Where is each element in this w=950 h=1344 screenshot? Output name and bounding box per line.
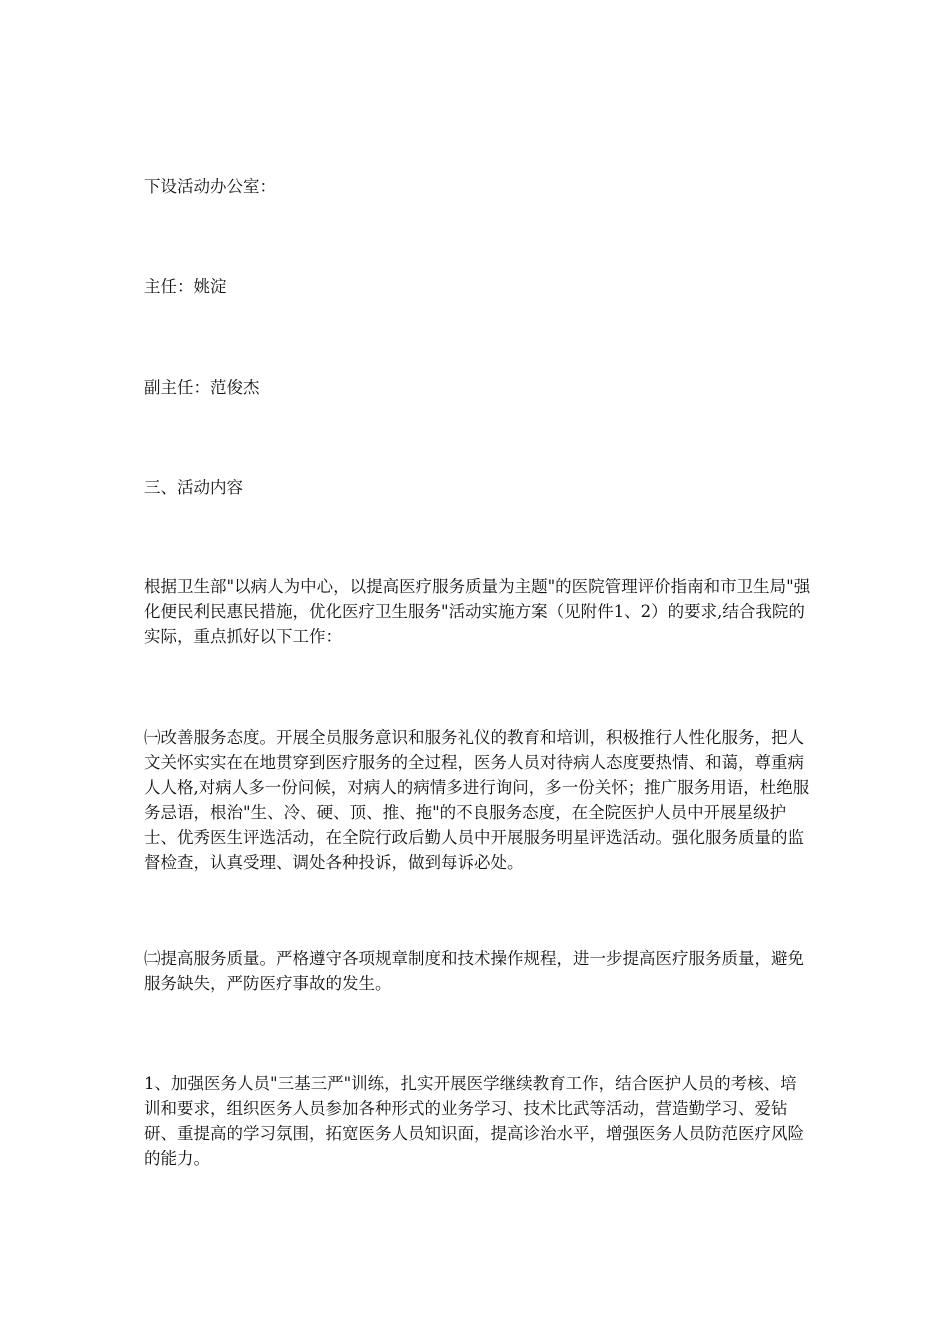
service-attitude-paragraph: ㈠改善服务态度。开展全员服务意识和服务礼仪的教育和培训，积极推行人性化服务，把人文关怀实实在在地贯穿到医疗服务的全过程，医务人员对待病人态度要热情、和蔼，尊重病人人格,对病人多一份问候，对病人的病情多进行询问，多一份关怀；推广服务用语，杜绝服务忌语，根治"生、冷、硬、顶、推、拖"的不良服务态度，在全院医护人员中开展星级护士、优秀医生评选活动，在全院行政后勤人员中开展服务明星评选活动。强化服务质量的监督检查，认真受理、调处各种投诉，做到每诉必处。: [144, 728, 810, 872]
service-quality-paragraph: ㈡提高服务质量。严格遵守各项规章制度和技术操作规程，进一步提高医疗服务质量，避免服务缺失，严防医疗事故的发生。: [144, 949, 804, 993]
section-heading: 三、活动内容: [144, 478, 243, 497]
intro-paragraph: 根据卫生部"以病人为中心，以提高医疗服务质量为主题"的医院管理评价指南和市卫生局"强化便民利民惠民措施，优化医疗卫生服务"活动实施方案（见附件1、2）的要求,结合我院的实际，重点抓好以下工作：: [144, 577, 811, 646]
office-heading: 下设活动办公室：: [144, 177, 276, 196]
director-line: 主任：姚淀: [144, 277, 227, 296]
deputy-director-line: 副主任：范俊杰: [144, 378, 260, 397]
training-paragraph: 1、加强医务人员"三基三严"训练，扎实开展医学继续教育工作，结合医护人员的考核、培训和要求，组织医务人员参加各种形式的业务学习、技术比武等活动，营造勤学习、爱钻研、重提高的学习氛围，拓宽医务人员知识面，提高诊治水平，增强医务人员防范医疗风险的能力。: [144, 1074, 804, 1168]
